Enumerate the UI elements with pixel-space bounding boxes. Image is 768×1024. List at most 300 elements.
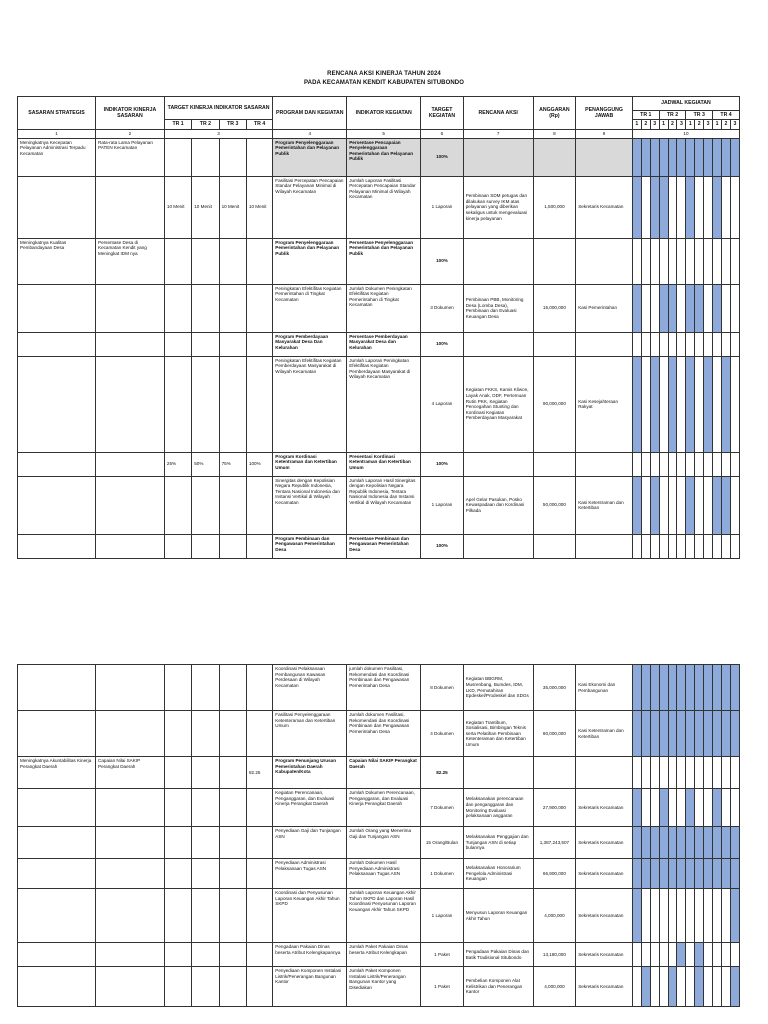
- anggaran-cell: [533, 332, 576, 356]
- schedule-cell: [650, 476, 659, 534]
- schedule-cell: [721, 284, 730, 332]
- schedule-cell: [632, 138, 641, 176]
- indikator-cell: [96, 332, 165, 356]
- table-row: [18, 789, 740, 827]
- schedule-cell: [695, 534, 704, 558]
- program-cell: Penyediaan Gaji dan Tunjangan ASN: [273, 827, 347, 859]
- rencana-aksi-cell: [463, 757, 533, 789]
- schedule-cell: [721, 534, 730, 558]
- schedule-cell: [641, 967, 650, 1007]
- header-tr2: TR 2: [659, 111, 686, 120]
- table-row: [18, 238, 740, 284]
- target-kegiatan-cell: 15 Orang/Bulan: [421, 827, 464, 859]
- anggaran-cell: 4,000,000: [533, 967, 576, 1007]
- target-tr-cell: [219, 332, 246, 356]
- schedule-cell: [641, 711, 650, 757]
- schedule-cell: [677, 332, 686, 356]
- target-kegiatan-cell: 100%: [421, 138, 464, 176]
- indikator-cell: [96, 176, 165, 238]
- month-cell: 1: [686, 120, 695, 129]
- sasaran-cell: [18, 967, 96, 1007]
- target-tr-cell: [192, 859, 219, 889]
- anggaran-cell: 66,900,000: [533, 859, 576, 889]
- header-target-kegiatan: TARGET KEGIATAN: [421, 97, 464, 130]
- header-target-tr1: TR 1: [164, 120, 191, 129]
- target-tr-cell: [219, 827, 246, 859]
- program-cell: Fasilitasi Penyelenggaraan Ketenteraman dan Ketertiban Umum: [273, 711, 347, 757]
- target-tr-cell: [219, 757, 246, 789]
- schedule-cell: [641, 356, 650, 452]
- schedule-cell: [641, 859, 650, 889]
- target-tr-cell: 10 Menit: [164, 176, 191, 238]
- anggaran-cell: 27,900,000: [533, 789, 576, 827]
- schedule-cell: [668, 476, 677, 534]
- anggaran-cell: [533, 238, 576, 284]
- sasaran-cell: [18, 827, 96, 859]
- schedule-cell: [686, 889, 695, 943]
- table-row: [18, 284, 740, 332]
- indikator-kegiatan-cell: jumlah dokumen Fasilitasi, Rekomendasi dan Koordinasi Pembinaan dan Pengawasan Pemerintahan Desa: [347, 665, 421, 711]
- penanggung-jawab-cell: [576, 138, 633, 176]
- schedule-cell: [721, 665, 730, 711]
- schedule-cell: [713, 332, 722, 356]
- sasaran-cell: [18, 332, 96, 356]
- schedule-cell: [641, 176, 650, 238]
- header-penanggung-jawab: PENANGGUNG JAWAB: [576, 97, 633, 130]
- target-kegiatan-cell: 100%: [421, 452, 464, 476]
- schedule-cell: [686, 859, 695, 889]
- schedule-cell: [650, 238, 659, 284]
- col-number: 2: [96, 129, 165, 138]
- schedule-cell: [668, 789, 677, 827]
- indikator-cell: [96, 665, 165, 711]
- schedule-cell: [713, 238, 722, 284]
- schedule-cell: [677, 534, 686, 558]
- target-tr-cell: [192, 534, 219, 558]
- month-cell: 1: [713, 120, 722, 129]
- indikator-kegiatan-cell: Jumlah dokumen Fasilitasi, Rekomendasi dan Koordinasi Pembinaan dan Pengawasan Pemerintahan Desa: [347, 711, 421, 757]
- schedule-cell: [659, 889, 668, 943]
- schedule-cell: [713, 356, 722, 452]
- penanggung-jawab-cell: Kasi Ketentraman dan Ketertiban: [576, 476, 633, 534]
- schedule-cell: [632, 356, 641, 452]
- schedule-cell: [632, 889, 641, 943]
- schedule-cell: [659, 665, 668, 711]
- schedule-cell: [704, 452, 713, 476]
- schedule-cell: [721, 757, 730, 789]
- schedule-cell: [730, 238, 739, 284]
- schedule-cell: [695, 476, 704, 534]
- target-tr-cell: 25%: [164, 452, 191, 476]
- schedule-cell: [713, 967, 722, 1007]
- target-tr-cell: [164, 534, 191, 558]
- schedule-cell: [650, 665, 659, 711]
- schedule-cell: [730, 452, 739, 476]
- program-cell: Program Penyelenggaraan Pemerintahan dan Pelayanan Publik: [273, 138, 347, 176]
- schedule-cell: [668, 356, 677, 452]
- sasaran-cell: [18, 534, 96, 558]
- target-tr-cell: [192, 238, 219, 284]
- schedule-cell: [686, 238, 695, 284]
- rencana-aksi-cell: Melaksanakan Honorarium Pengelola Administrasi Keuangan: [463, 859, 533, 889]
- schedule-cell: [632, 284, 641, 332]
- schedule-cell: [650, 859, 659, 889]
- indikator-cell: [96, 711, 165, 757]
- indikator-cell: [96, 356, 165, 452]
- target-kegiatan-cell: 8 Dokumen: [421, 665, 464, 711]
- schedule-cell: [704, 859, 713, 889]
- schedule-cell: [659, 138, 668, 176]
- indikator-cell: [96, 859, 165, 889]
- schedule-cell: [659, 356, 668, 452]
- schedule-cell: [677, 476, 686, 534]
- penanggung-jawab-cell: Kasi Kesejahteraan Rakyat: [576, 356, 633, 452]
- schedule-cell: [713, 711, 722, 757]
- program-cell: Kegiatan Perencanaan, Penganggaran, dan Evaluasi Kinerja Perangkat Daerah: [273, 789, 347, 827]
- target-tr-cell: [164, 757, 191, 789]
- rencana-aksi-table-continued: [17, 664, 740, 1007]
- schedule-cell: [677, 356, 686, 452]
- schedule-cell: [721, 176, 730, 238]
- col-number: 7: [463, 129, 533, 138]
- schedule-cell: [641, 534, 650, 558]
- schedule-cell: [659, 967, 668, 1007]
- schedule-cell: [632, 789, 641, 827]
- schedule-cell: [677, 176, 686, 238]
- anggaran-cell: [533, 452, 576, 476]
- target-tr-cell: [164, 859, 191, 889]
- sasaran-cell: [18, 943, 96, 967]
- target-tr-cell: [164, 238, 191, 284]
- schedule-cell: [668, 757, 677, 789]
- month-cell: 1: [632, 120, 641, 129]
- schedule-cell: [713, 534, 722, 558]
- target-tr-cell: [164, 711, 191, 757]
- month-cell: 2: [721, 120, 730, 129]
- schedule-cell: [641, 332, 650, 356]
- program-cell: Pengadaan Pakaian Dinas beserta Atribut Kelengkapannya: [273, 943, 347, 967]
- target-tr-cell: [246, 332, 272, 356]
- schedule-cell: [677, 889, 686, 943]
- schedule-cell: [668, 452, 677, 476]
- target-tr-cell: [246, 356, 272, 452]
- rencana-aksi-cell: Menyusun Laporan Keuangan Akhir Tahun: [463, 889, 533, 943]
- target-tr-cell: [164, 332, 191, 356]
- sasaran-cell: Meningkatnya Akuntabilitas Kinerja Perangkat Daerah: [18, 757, 96, 789]
- schedule-cell: [730, 665, 739, 711]
- schedule-cell: [659, 711, 668, 757]
- schedule-cell: [721, 138, 730, 176]
- schedule-cell: [668, 711, 677, 757]
- schedule-cell: [713, 476, 722, 534]
- target-tr-cell: [164, 476, 191, 534]
- schedule-cell: [650, 356, 659, 452]
- target-tr-cell: [219, 284, 246, 332]
- schedule-cell: [713, 889, 722, 943]
- schedule-cell: [686, 356, 695, 452]
- target-tr-cell: 50%: [192, 452, 219, 476]
- indikator-kegiatan-cell: Jumlah Dokumen Hasil Penyediaan Administrasi Pelaksanaan Tugas ASN: [347, 859, 421, 889]
- target-tr-cell: [219, 943, 246, 967]
- sasaran-cell: [18, 711, 96, 757]
- schedule-cell: [721, 889, 730, 943]
- target-tr-cell: 10 Menit: [219, 176, 246, 238]
- program-cell: Fasilitasi Percepatan Pencapaian Standar Pelayanan Minimal di Wilayah Kecamatan: [273, 176, 347, 238]
- target-tr-cell: 10 Menit: [246, 176, 272, 238]
- table-row: [18, 356, 740, 452]
- schedule-cell: [721, 967, 730, 1007]
- schedule-cell: [730, 711, 739, 757]
- table-row: [18, 967, 740, 1007]
- schedule-cell: [650, 757, 659, 789]
- schedule-cell: [721, 356, 730, 452]
- schedule-cell: [721, 859, 730, 889]
- rencana-aksi-cell: Pembinaan PBB, Monitoring Desa (Lomba Desa), Pembinaan dan Evaluasi Keuangan Desa: [463, 284, 533, 332]
- schedule-cell: [650, 967, 659, 1007]
- anggaran-cell: 1,387,243,507: [533, 827, 576, 859]
- indikator-kegiatan-cell: Persentase Penyelenggaraan Pemerintahan dan Pelayanan Publik: [347, 238, 421, 284]
- penanggung-jawab-cell: Kasi Pemerintahan: [576, 284, 633, 332]
- target-tr-cell: [246, 889, 272, 943]
- month-cell: 3: [677, 120, 686, 129]
- schedule-cell: [686, 284, 695, 332]
- indikator-cell: Rata-rata Lama Pelayanan PATEN Kecamatan: [96, 138, 165, 176]
- table-row: [18, 665, 740, 711]
- schedule-cell: [721, 452, 730, 476]
- schedule-cell: [659, 943, 668, 967]
- schedule-cell: [668, 859, 677, 889]
- schedule-cell: [695, 238, 704, 284]
- rencana-aksi-cell: Kegiatan BBGRM, Musrenbang, Bumdes, IDM, LKD, Pemutahiran Epdeskel/Prodeskel dan SDGs: [463, 665, 533, 711]
- target-tr-cell: [219, 789, 246, 827]
- schedule-cell: [668, 889, 677, 943]
- schedule-cell: [721, 476, 730, 534]
- header-target-tr2: TR 2: [192, 120, 219, 129]
- month-cell: 3: [704, 120, 713, 129]
- penanggung-jawab-cell: [576, 452, 633, 476]
- header-program: PROGRAM DAN KEGIATAN: [273, 97, 347, 130]
- schedule-cell: [730, 967, 739, 1007]
- schedule-cell: [650, 711, 659, 757]
- anggaran-cell: 1,500,000: [533, 176, 576, 238]
- target-kegiatan-cell: 100%: [421, 534, 464, 558]
- penanggung-jawab-cell: Sekretaris Kecamatan: [576, 827, 633, 859]
- indikator-cell: [96, 943, 165, 967]
- target-tr-cell: [246, 476, 272, 534]
- target-tr-cell: [192, 476, 219, 534]
- target-kegiatan-cell: 100%: [421, 238, 464, 284]
- schedule-cell: [704, 138, 713, 176]
- target-tr-cell: [246, 789, 272, 827]
- anggaran-cell: [533, 138, 576, 176]
- rencana-aksi-cell: Melaksanakan perencanaan dan penganggaran dan Monitoring Evaluasi pelaksanaan anggaran: [463, 789, 533, 827]
- program-cell: Penyediaan Komponen Instalasi Listrik/Penerangan Bangunan Kantor: [273, 967, 347, 1007]
- program-cell: Program Pembinaan dan Pengawasan Pemerintahan Desa: [273, 534, 347, 558]
- month-cell: 1: [659, 120, 668, 129]
- schedule-cell: [704, 711, 713, 757]
- anggaran-cell: [533, 757, 576, 789]
- schedule-cell: [668, 827, 677, 859]
- penanggung-jawab-cell: Kasi Ekonomi dan Pembangunan: [576, 665, 633, 711]
- anggaran-cell: 13,180,000: [533, 943, 576, 967]
- target-kegiatan-cell: 3 Dokumen: [421, 284, 464, 332]
- sasaran-cell: [18, 476, 96, 534]
- schedule-cell: [713, 176, 722, 238]
- target-tr-cell: [192, 757, 219, 789]
- target-tr-cell: [192, 943, 219, 967]
- schedule-cell: [695, 943, 704, 967]
- schedule-cell: [730, 757, 739, 789]
- sasaran-cell: [18, 356, 96, 452]
- header-target-tr3: TR 3: [219, 120, 246, 129]
- col-number: 10: [632, 129, 739, 138]
- schedule-cell: [632, 943, 641, 967]
- schedule-cell: [641, 452, 650, 476]
- schedule-cell: [668, 176, 677, 238]
- schedule-cell: [730, 534, 739, 558]
- schedule-cell: [677, 665, 686, 711]
- schedule-cell: [686, 138, 695, 176]
- penanggung-jawab-cell: Sekretaris Kecamatan: [576, 789, 633, 827]
- indikator-cell: [96, 476, 165, 534]
- program-cell: Peningkatan Efektifitas Kegiatan Pemberdayaan Masyarakat di Wilayah Kecamatan: [273, 356, 347, 452]
- target-kegiatan-cell: 1 Laporan: [421, 176, 464, 238]
- schedule-cell: [695, 452, 704, 476]
- rencana-aksi-cell: Melaksanakan Penggajian dan Tunjangan ASN di setiap bulannya: [463, 827, 533, 859]
- rencana-aksi-cell: [463, 332, 533, 356]
- indikator-cell: [96, 452, 165, 476]
- rencana-aksi-cell: Pembelian Komponen Alat Kelistrikan dan Penerangan Kantor: [463, 967, 533, 1007]
- schedule-cell: [721, 943, 730, 967]
- indikator-cell: [96, 827, 165, 859]
- target-kegiatan-cell: 1 Laporan: [421, 476, 464, 534]
- schedule-cell: [704, 356, 713, 452]
- anggaran-cell: 15,000,000: [533, 284, 576, 332]
- header-indikator-kegiatan: INDIKATOR KEGIATAN: [347, 97, 421, 130]
- schedule-cell: [632, 967, 641, 1007]
- target-tr-cell: [164, 665, 191, 711]
- schedule-cell: [641, 789, 650, 827]
- document-title: RENCANA AKSI KINERJA TAHUN 2024: [327, 71, 441, 77]
- schedule-cell: [713, 757, 722, 789]
- schedule-cell: [632, 176, 641, 238]
- schedule-cell: [686, 757, 695, 789]
- schedule-cell: [641, 889, 650, 943]
- schedule-cell: [668, 665, 677, 711]
- schedule-cell: [704, 176, 713, 238]
- schedule-cell: [641, 665, 650, 711]
- schedule-cell: [730, 827, 739, 859]
- schedule-cell: [704, 665, 713, 711]
- penanggung-jawab-cell: Sekretaris Kecamatan: [576, 859, 633, 889]
- indikator-kegiatan-cell: Jumlah Laporan Fasilitasi Percepatan Pencapaian Standar Pelayanan Minimal di Wilayah Kecamatan: [347, 176, 421, 238]
- schedule-cell: [713, 284, 722, 332]
- schedule-cell: [721, 332, 730, 356]
- target-tr-cell: [164, 789, 191, 827]
- indikator-kegiatan-cell: Jumlah Dokumen Peningkatan Efektifitas Kegiatan Pemerintahan di Tingkat Kecamatan: [347, 284, 421, 332]
- schedule-cell: [659, 859, 668, 889]
- schedule-cell: [641, 757, 650, 789]
- sasaran-cell: [18, 284, 96, 332]
- schedule-cell: [695, 665, 704, 711]
- schedule-cell: [668, 967, 677, 1007]
- schedule-cell: [730, 332, 739, 356]
- sasaran-cell: Meningkatnya Kualitas Pembandayaan Desa: [18, 238, 96, 284]
- program-cell: Sinergitas dengan Kepolisian Negara Republik Indonesia, Tentara Nasional Indonesia dan Instansi Vertikal di Wilayah Kecamatan: [273, 476, 347, 534]
- header-tr1: TR 1: [632, 111, 659, 120]
- schedule-cell: [686, 452, 695, 476]
- schedule-cell: [632, 238, 641, 284]
- anggaran-cell: 90,000,000: [533, 356, 576, 452]
- col-number: 4: [273, 129, 347, 138]
- penanggung-jawab-cell: Sekretaris Kecamatan: [576, 176, 633, 238]
- target-tr-cell: [192, 967, 219, 1007]
- target-tr-cell: [246, 827, 272, 859]
- target-tr-cell: [246, 284, 272, 332]
- table-row: [18, 859, 740, 889]
- schedule-cell: [695, 711, 704, 757]
- schedule-cell: [650, 889, 659, 943]
- target-tr-cell: [192, 889, 219, 943]
- penanggung-jawab-cell: Sekretaris Kecamatan: [576, 943, 633, 967]
- month-cell: 2: [668, 120, 677, 129]
- target-tr-cell: [164, 967, 191, 1007]
- table-row: [18, 332, 740, 356]
- schedule-cell: [704, 284, 713, 332]
- indikator-cell: [96, 284, 165, 332]
- anggaran-cell: 80,000,000: [533, 711, 576, 757]
- schedule-cell: [677, 138, 686, 176]
- schedule-cell: [730, 943, 739, 967]
- schedule-cell: [686, 176, 695, 238]
- penanggung-jawab-cell: [576, 238, 633, 284]
- anggaran-cell: 50,000,000: [533, 476, 576, 534]
- target-tr-cell: [219, 859, 246, 889]
- target-tr-cell: [219, 711, 246, 757]
- schedule-cell: [695, 284, 704, 332]
- table-row: [18, 476, 740, 534]
- schedule-cell: [641, 476, 650, 534]
- target-kegiatan-cell: 1 Paket: [421, 943, 464, 967]
- schedule-cell: [677, 859, 686, 889]
- schedule-cell: [704, 827, 713, 859]
- schedule-cell: [730, 789, 739, 827]
- col-number: 5: [347, 129, 421, 138]
- schedule-cell: [650, 943, 659, 967]
- schedule-cell: [686, 967, 695, 1007]
- penanggung-jawab-cell: [576, 757, 633, 789]
- schedule-cell: [704, 943, 713, 967]
- schedule-cell: [704, 967, 713, 1007]
- indikator-cell: Persentase Desa di Kecamatan Kendit yang Meningkat IDM nya: [96, 238, 165, 284]
- target-tr-cell: [192, 284, 219, 332]
- target-tr-cell: [219, 889, 246, 943]
- schedule-cell: [721, 711, 730, 757]
- penanggung-jawab-cell: [576, 332, 633, 356]
- indikator-kegiatan-cell: Jumlah Paket Pakaian Dinas beserta Atribut Kelengkapan: [347, 943, 421, 967]
- month-cell: 3: [650, 120, 659, 129]
- indikator-kegiatan-cell: Jumlah Dokumen Perencanaan, Penganggaran, dan Evaluasi Kinerja Perangkat Daerah: [347, 789, 421, 827]
- target-tr-cell: [219, 138, 246, 176]
- indikator-kegiatan-cell: Jumlah Laporan Hasil Sinergitas dengan Kepolisian Negara Republik Indonesia, Tentara Nasional Indonesia dan Instansi Vertikal di Wilayah Kecamatan: [347, 476, 421, 534]
- program-cell: Program Pemberdayaan Masyarakat Desa Dan Kelurahan: [273, 332, 347, 356]
- schedule-cell: [695, 827, 704, 859]
- schedule-cell: [677, 967, 686, 1007]
- target-kegiatan-cell: 4 Laporan: [421, 356, 464, 452]
- table-row: [18, 138, 740, 176]
- schedule-cell: [730, 176, 739, 238]
- schedule-cell: [659, 757, 668, 789]
